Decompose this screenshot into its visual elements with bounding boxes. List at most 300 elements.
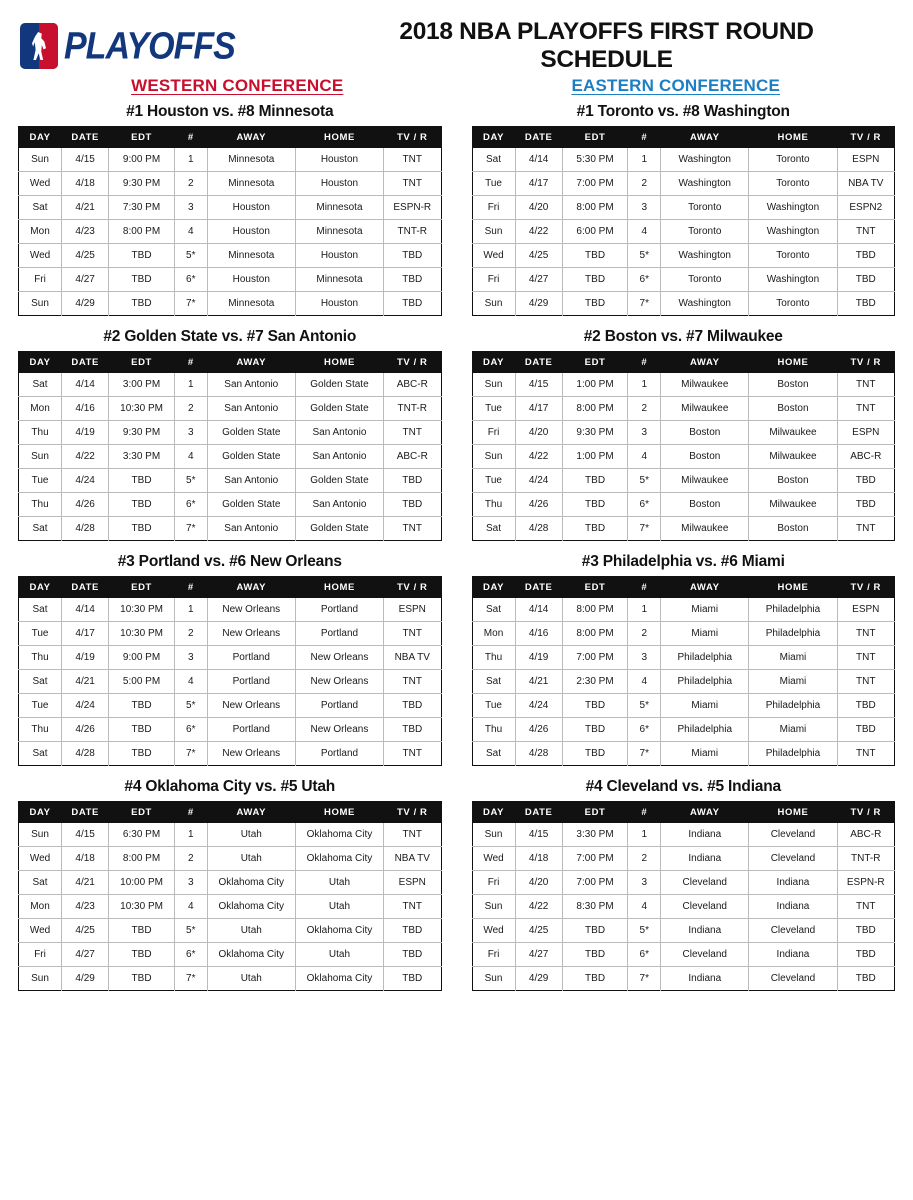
column-header: DAY	[19, 802, 62, 824]
game-home-cell: Philadelphia	[749, 742, 837, 766]
game-away-cell: Portland	[207, 670, 295, 694]
game-num-cell: 7*	[628, 517, 661, 541]
game-date-cell: 4/25	[62, 244, 109, 268]
table-row	[472, 196, 895, 220]
game-edt-cell: 9:00 PM	[109, 646, 175, 670]
game-date-cell: 4/22	[515, 445, 562, 469]
game-tv-cell: TBD	[384, 268, 441, 292]
table-row	[472, 493, 895, 517]
table-row	[19, 397, 442, 421]
game-away-cell: Golden State	[207, 421, 295, 445]
game-day-cell: Sun	[19, 148, 62, 172]
game-date-cell: 4/18	[62, 172, 109, 196]
game-date-cell: 4/25	[515, 919, 562, 943]
game-tv-cell: TNT	[384, 172, 441, 196]
game-num-cell: 6*	[174, 718, 207, 742]
game-date-cell: 4/14	[62, 373, 109, 397]
table-row	[19, 694, 442, 718]
game-num-cell: 5*	[628, 694, 661, 718]
game-home-cell: Golden State	[295, 517, 383, 541]
game-away-cell: Houston	[207, 196, 295, 220]
game-tv-cell: TBD	[837, 943, 894, 967]
game-home-cell: San Antonio	[295, 445, 383, 469]
game-away-cell: Toronto	[661, 220, 749, 244]
game-num-cell: 2	[174, 172, 207, 196]
game-tv-cell: TNT	[384, 895, 441, 919]
table-row	[472, 397, 895, 421]
game-edt-cell: 5:00 PM	[109, 670, 175, 694]
table-header-row	[19, 577, 442, 599]
game-edt-cell: TBD	[562, 244, 628, 268]
game-home-cell: Cleveland	[749, 823, 837, 847]
table-row	[472, 895, 895, 919]
column-header: #	[628, 802, 661, 824]
game-edt-cell: 1:00 PM	[562, 373, 628, 397]
game-day-cell: Sat	[19, 598, 62, 622]
table-row	[19, 445, 442, 469]
game-home-cell: Boston	[749, 373, 837, 397]
game-num-cell: 5*	[628, 244, 661, 268]
game-away-cell: Utah	[207, 823, 295, 847]
game-away-cell: Miami	[661, 694, 749, 718]
game-num-cell: 7*	[628, 292, 661, 316]
game-num-cell: 4	[628, 445, 661, 469]
column-header: DAY	[19, 127, 62, 149]
column-header: AWAY	[661, 352, 749, 374]
table-row	[19, 196, 442, 220]
game-tv-cell: TBD	[384, 469, 441, 493]
game-tv-cell: TBD	[837, 469, 894, 493]
table-row	[19, 373, 442, 397]
game-home-cell: Golden State	[295, 397, 383, 421]
table-row	[472, 292, 895, 316]
game-num-cell: 7*	[174, 742, 207, 766]
game-num-cell: 4	[628, 670, 661, 694]
game-num-cell: 1	[628, 823, 661, 847]
game-num-cell: 2	[628, 847, 661, 871]
game-tv-cell: TNT	[837, 646, 894, 670]
game-home-cell: Indiana	[749, 895, 837, 919]
game-tv-cell: TNT-R	[837, 847, 894, 871]
table-row	[472, 268, 895, 292]
game-tv-cell: TBD	[402, 298, 423, 309]
game-num-cell: 5*	[174, 919, 207, 943]
game-tv-cell: TBD	[384, 493, 441, 517]
table-header-row	[19, 127, 442, 149]
game-home-cell: Indiana	[749, 943, 837, 967]
game-home-cell: Cleveland	[749, 919, 837, 943]
column-header: HOME	[295, 352, 383, 374]
game-day-cell: Wed	[19, 172, 62, 196]
game-edt-cell: 3:30 PM	[109, 445, 175, 469]
game-tv-cell: TBD	[855, 973, 876, 984]
game-home-cell: New Orleans	[295, 670, 383, 694]
game-tv-cell: TNT	[384, 622, 441, 646]
game-home-cell: Minnesota	[295, 220, 383, 244]
game-tv-cell: TNT	[856, 523, 876, 534]
game-num-cell: 4	[628, 220, 661, 244]
game-home-cell: Utah	[295, 871, 383, 895]
column-header: EDT	[562, 127, 628, 149]
series-title: #3 Portland vs. #6 New Orleans	[117, 553, 342, 570]
game-home-cell: Milwaukee	[749, 493, 837, 517]
game-away-cell: Philadelphia	[661, 718, 749, 742]
game-date-cell: 4/29	[62, 292, 109, 316]
game-edt-cell: TBD	[109, 292, 175, 316]
table-row	[472, 967, 895, 991]
game-away-cell: Minnesota	[207, 172, 295, 196]
game-num-cell: 1	[174, 373, 207, 397]
game-away-cell: Indiana	[661, 919, 749, 943]
series-schedule-table	[472, 576, 896, 766]
column-header: TV / R	[384, 352, 441, 374]
game-edt-cell: 8:00 PM	[562, 196, 628, 220]
series-title: #2 Boston vs. #7 Milwaukee	[583, 328, 783, 345]
game-home-cell: Miami	[749, 670, 837, 694]
game-tv-cell: NBA TV	[384, 847, 441, 871]
game-tv-cell: NBA TV	[384, 646, 441, 670]
game-home-cell: Oklahoma City	[295, 967, 383, 991]
game-date-cell: 4/26	[62, 718, 109, 742]
table-row	[472, 244, 895, 268]
column-header: AWAY	[661, 802, 749, 824]
game-tv-cell: ESPN	[384, 871, 441, 895]
game-day-cell: Sat	[19, 373, 62, 397]
game-away-cell: Milwaukee	[661, 397, 749, 421]
game-num-cell: 2	[174, 622, 207, 646]
game-tv-cell: TNT	[402, 748, 422, 759]
game-num-cell: 6*	[174, 268, 207, 292]
game-day-cell: Sat	[472, 742, 515, 766]
table-row	[472, 172, 895, 196]
column-header: HOME	[749, 577, 837, 599]
game-day-cell: Wed	[19, 244, 62, 268]
game-edt-cell: TBD	[109, 469, 175, 493]
game-away-cell: Washington	[661, 148, 749, 172]
game-home-cell: Washington	[749, 220, 837, 244]
game-away-cell: Indiana	[661, 823, 749, 847]
game-date-cell: 4/25	[515, 244, 562, 268]
column-header: AWAY	[207, 577, 295, 599]
game-away-cell: Portland	[207, 646, 295, 670]
table-row	[19, 871, 442, 895]
game-edt-cell: 10:30 PM	[109, 397, 175, 421]
game-home-cell: Oklahoma City	[295, 919, 383, 943]
game-date-cell: 4/29	[515, 292, 562, 316]
column-header: HOME	[749, 802, 837, 824]
column-header: EDT	[109, 352, 175, 374]
table-row	[472, 445, 895, 469]
game-edt-cell: 10:30 PM	[109, 895, 175, 919]
game-home-cell: Portland	[295, 622, 383, 646]
game-tv-cell: TNT	[384, 823, 441, 847]
column-header: #	[174, 577, 207, 599]
game-num-cell: 4	[174, 445, 207, 469]
game-day-cell: Thu	[19, 646, 62, 670]
game-day-cell: Thu	[19, 718, 62, 742]
table-row	[472, 823, 895, 847]
game-date-cell: 4/24	[62, 469, 109, 493]
series-block	[18, 103, 442, 316]
game-tv-cell: ABC-R	[837, 445, 894, 469]
game-edt-cell: 10:00 PM	[109, 871, 175, 895]
game-date-cell: 4/21	[62, 871, 109, 895]
game-home-cell: Washington	[749, 196, 837, 220]
column-header: EDT	[562, 352, 628, 374]
game-home-cell: Cleveland	[749, 967, 837, 991]
game-home-cell: Minnesota	[295, 196, 383, 220]
game-num-cell: 6*	[174, 943, 207, 967]
column-header: #	[628, 352, 661, 374]
column-header: DATE	[62, 352, 109, 374]
table-row	[472, 148, 895, 172]
game-day-cell: Thu	[19, 421, 62, 445]
game-edt-cell: TBD	[562, 292, 628, 316]
schedule-columns	[0, 96, 913, 1003]
game-day-cell: Sat	[19, 742, 62, 766]
table-row	[19, 421, 442, 445]
game-tv-cell: TNT-R	[384, 397, 441, 421]
game-edt-cell: TBD	[109, 268, 175, 292]
game-home-cell: Oklahoma City	[295, 823, 383, 847]
table-row	[19, 148, 442, 172]
game-home-cell: Boston	[749, 397, 837, 421]
table-row	[472, 421, 895, 445]
game-away-cell: Cleveland	[661, 895, 749, 919]
column-header: DATE	[515, 577, 562, 599]
game-home-cell: Golden State	[295, 373, 383, 397]
column-header: TV / R	[837, 577, 894, 599]
game-home-cell: Toronto	[749, 148, 837, 172]
table-header-row	[472, 127, 895, 149]
game-away-cell: New Orleans	[207, 694, 295, 718]
game-day-cell: Tue	[19, 622, 62, 646]
game-day-cell: Sat	[472, 598, 515, 622]
game-date-cell: 4/16	[515, 622, 562, 646]
game-day-cell: Mon	[19, 220, 62, 244]
game-num-cell: 7*	[174, 517, 207, 541]
table-header-row	[472, 352, 895, 374]
game-num-cell: 4	[174, 895, 207, 919]
game-edt-cell: 5:30 PM	[562, 148, 628, 172]
game-away-cell: Utah	[207, 967, 295, 991]
column-header: #	[174, 802, 207, 824]
game-day-cell: Fri	[472, 421, 515, 445]
game-edt-cell: 8:00 PM	[562, 622, 628, 646]
game-tv-cell: ESPN	[384, 598, 441, 622]
game-date-cell: 4/16	[62, 397, 109, 421]
game-edt-cell: 6:00 PM	[562, 220, 628, 244]
game-tv-cell: ABC-R	[384, 445, 441, 469]
game-edt-cell: TBD	[562, 742, 628, 766]
game-date-cell: 4/15	[515, 373, 562, 397]
game-edt-cell: 7:00 PM	[562, 871, 628, 895]
game-away-cell: Golden State	[207, 445, 295, 469]
game-num-cell: 3	[174, 646, 207, 670]
game-edt-cell: TBD	[562, 493, 628, 517]
column-header: HOME	[295, 127, 383, 149]
game-away-cell: Indiana	[661, 847, 749, 871]
game-away-cell: New Orleans	[207, 622, 295, 646]
game-away-cell: Philadelphia	[661, 646, 749, 670]
game-date-cell: 4/29	[62, 967, 109, 991]
game-day-cell: Mon	[19, 397, 62, 421]
game-num-cell: 7*	[174, 967, 207, 991]
table-row	[19, 622, 442, 646]
game-away-cell: Utah	[207, 919, 295, 943]
game-tv-cell: TNT	[837, 397, 894, 421]
game-tv-cell: TNT	[384, 148, 441, 172]
game-day-cell: Sun	[472, 823, 515, 847]
game-date-cell: 4/14	[515, 598, 562, 622]
game-home-cell: Philadelphia	[749, 694, 837, 718]
game-home-cell: Indiana	[749, 871, 837, 895]
table-row	[472, 871, 895, 895]
column-header: AWAY	[207, 802, 295, 824]
game-edt-cell: 9:00 PM	[109, 148, 175, 172]
game-day-cell: Fri	[472, 943, 515, 967]
game-away-cell: Cleveland	[661, 943, 749, 967]
column-header: TV / R	[384, 802, 441, 824]
game-date-cell: 4/19	[62, 646, 109, 670]
game-day-cell: Sun	[19, 823, 62, 847]
game-day-cell: Tue	[472, 694, 515, 718]
game-edt-cell: 9:30 PM	[562, 421, 628, 445]
game-date-cell: 4/27	[515, 268, 562, 292]
column-header: HOME	[749, 127, 837, 149]
game-num-cell: 3	[174, 421, 207, 445]
game-edt-cell: TBD	[109, 919, 175, 943]
game-tv-cell: ESPN-R	[837, 871, 894, 895]
table-header-row	[19, 352, 442, 374]
series-block	[18, 778, 442, 991]
game-home-cell: San Antonio	[295, 421, 383, 445]
game-day-cell: Sun	[19, 967, 62, 991]
game-date-cell: 4/28	[515, 517, 562, 541]
game-tv-cell: TNT	[837, 895, 894, 919]
game-date-cell: 4/17	[515, 172, 562, 196]
table-row	[472, 694, 895, 718]
game-num-cell: 5*	[174, 244, 207, 268]
column-header: DAY	[472, 577, 515, 599]
game-home-cell: Utah	[295, 943, 383, 967]
series-block	[18, 553, 442, 766]
game-home-cell: Portland	[295, 742, 383, 766]
table-row	[472, 469, 895, 493]
game-day-cell: Wed	[472, 244, 515, 268]
game-home-cell: Philadelphia	[749, 598, 837, 622]
series-schedule-table	[472, 126, 896, 316]
game-tv-cell: TNT	[837, 373, 894, 397]
game-tv-cell: TBD	[384, 244, 441, 268]
column-header: #	[628, 577, 661, 599]
game-away-cell: Boston	[661, 421, 749, 445]
game-num-cell: 7*	[628, 967, 661, 991]
game-num-cell: 2	[628, 622, 661, 646]
game-num-cell: 4	[174, 220, 207, 244]
table-row	[472, 847, 895, 871]
game-home-cell: Oklahoma City	[295, 847, 383, 871]
page-title: 2018 NBA PLAYOFFS FIRST ROUND SCHEDULE	[399, 18, 814, 73]
game-tv-cell: TNT	[384, 670, 441, 694]
game-edt-cell: TBD	[562, 967, 628, 991]
game-day-cell: Tue	[19, 694, 62, 718]
game-away-cell: Toronto	[661, 268, 749, 292]
game-tv-cell: TBD	[837, 268, 894, 292]
game-day-cell: Fri	[472, 196, 515, 220]
series-schedule-table	[472, 351, 896, 541]
game-home-cell: San Antonio	[295, 493, 383, 517]
game-date-cell: 4/15	[62, 823, 109, 847]
game-home-cell: Miami	[749, 718, 837, 742]
column-header: DAY	[472, 352, 515, 374]
series-title: #4 Cleveland vs. #5 Indiana	[585, 778, 781, 795]
game-num-cell: 6*	[628, 718, 661, 742]
game-tv-cell: ESPN2	[837, 196, 894, 220]
game-away-cell: Golden State	[207, 493, 295, 517]
table-row	[472, 943, 895, 967]
column-header: DAY	[472, 127, 515, 149]
game-date-cell: 4/27	[62, 268, 109, 292]
column-header: DATE	[515, 352, 562, 374]
game-day-cell: Sun	[472, 895, 515, 919]
game-away-cell: Houston	[207, 268, 295, 292]
column-header: DATE	[62, 802, 109, 824]
game-date-cell: 4/21	[62, 196, 109, 220]
game-date-cell: 4/28	[62, 742, 109, 766]
column-header: DATE	[62, 127, 109, 149]
game-tv-cell: TNT	[856, 748, 876, 759]
game-day-cell: Sat	[19, 670, 62, 694]
game-tv-cell: TBD	[837, 919, 894, 943]
table-row	[472, 742, 895, 766]
game-num-cell: 3	[628, 871, 661, 895]
series-schedule-table	[18, 801, 442, 991]
column-header: DAY	[472, 802, 515, 824]
game-home-cell: Cleveland	[749, 847, 837, 871]
game-tv-cell: TBD	[855, 298, 876, 309]
table-row	[19, 172, 442, 196]
table-row	[19, 469, 442, 493]
game-num-cell: 6*	[628, 943, 661, 967]
game-home-cell: Golden State	[295, 469, 383, 493]
column-header: TV / R	[837, 802, 894, 824]
game-date-cell: 4/23	[62, 220, 109, 244]
game-edt-cell: 8:00 PM	[562, 397, 628, 421]
game-day-cell: Fri	[19, 943, 62, 967]
game-tv-cell: TNT	[402, 523, 422, 534]
game-away-cell: San Antonio	[207, 517, 295, 541]
game-tv-cell: TBD	[384, 694, 441, 718]
table-header-row	[472, 802, 895, 824]
game-day-cell: Thu	[472, 493, 515, 517]
game-edt-cell: TBD	[109, 517, 175, 541]
game-away-cell: Washington	[661, 244, 749, 268]
game-edt-cell: 8:30 PM	[562, 895, 628, 919]
column-header: AWAY	[661, 577, 749, 599]
game-date-cell: 4/15	[62, 148, 109, 172]
nba-playoffs-logo	[20, 23, 340, 69]
column-header: TV / R	[384, 127, 441, 149]
column-header: DATE	[515, 802, 562, 824]
game-day-cell: Thu	[19, 493, 62, 517]
column-header: HOME	[749, 352, 837, 374]
game-edt-cell: TBD	[109, 493, 175, 517]
game-tv-cell: TBD	[837, 718, 894, 742]
table-row	[19, 967, 442, 991]
game-num-cell: 1	[174, 823, 207, 847]
game-tv-cell: TNT	[384, 421, 441, 445]
